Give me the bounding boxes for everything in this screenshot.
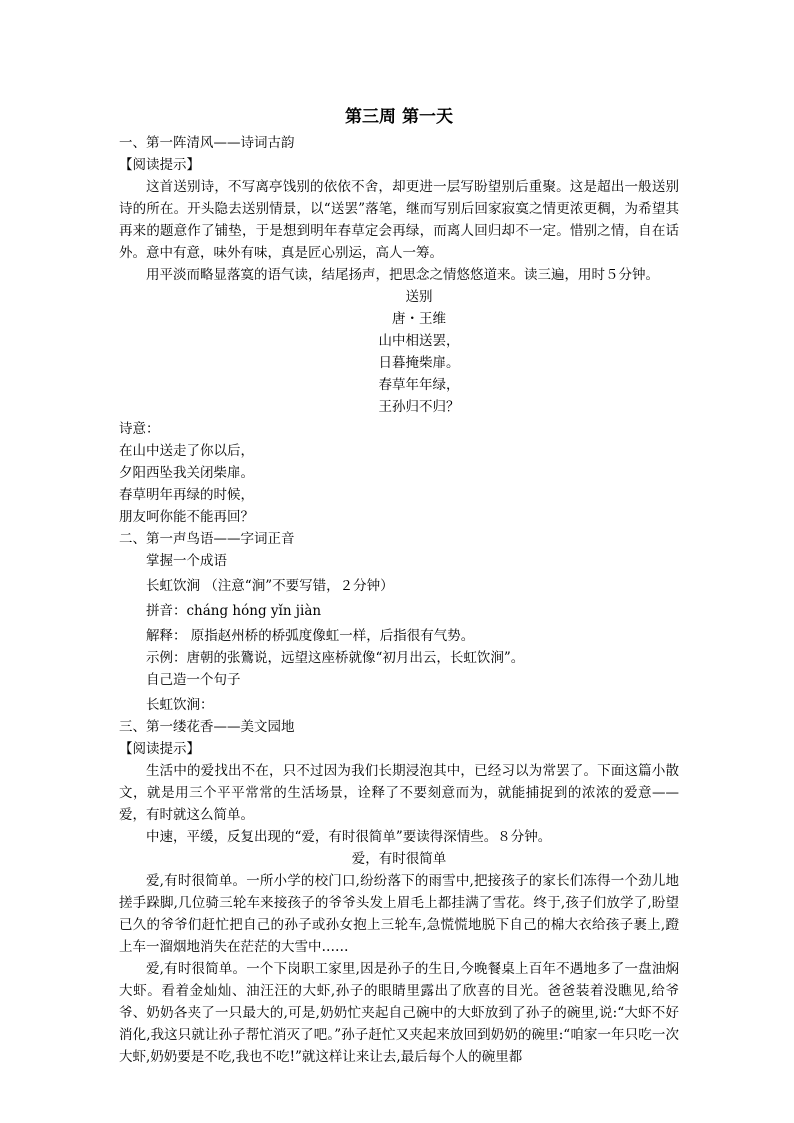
meaning-line: 朋友呵你能不能再回？	[119, 509, 254, 525]
meaning-line: 夕阳西坠我关闭柴扉。	[119, 465, 254, 481]
article-paragraph-1: 爱,有时很简单。一所小学的校门口,纷纷落下的雨雪中,把接孩子的家长们冻得一个劲儿地搓手跺脚,几位骑三轮车来接孩子的爷爷头发上眉毛上都挂满了雪花。终于,孩子们放学了,盼望已久的爷爷们赶忙把自己的孙子或孙女抱上三轮车,急慌慌地脱下自己的棉大衣给孩子裹上,蹬上车一溜烟地消失在茫茫的大雪中……	[119, 873, 679, 955]
section3-tip-paragraph-2: 中速，平缓，反复出现的“爱，有时很简单”要读得深情些。８分钟。	[146, 829, 552, 845]
poem	[119, 286, 679, 418]
idiom-line: 长虹饮涧 （注意“涧”不要写错，２分钟）	[146, 578, 394, 594]
section3-heading: 三、第一缕花香——美文园地	[119, 719, 295, 735]
section1-tip-paragraph-1: 这首送别诗，不写离亭饯别的依依不舍，却更进一层写盼望别后重聚。这是超出一般送别诗的所在。开头隐去送别情景，以“送罢”落笔，继而写别后回家寂寞之情更浓更稠，为希望其再来的题意作了铺垫，于是想到明年春草定会再绿，而离人回归却不一定。惜别之情，自在话外。意中有意，味外有味，真是匠心别运，高人一筹。	[119, 179, 679, 261]
document-page	[119, 104, 679, 1068]
meaning-label: 诗意：	[119, 421, 160, 437]
page-title: 第三周 第一天	[345, 107, 453, 127]
meaning-line: 在山中送走了你以后，	[119, 443, 254, 459]
idiom-example: 示例：唐朝的张鷟说，远望这座桥就像“初月出云，长虹饮涧”。	[146, 650, 525, 666]
poem-line: 日暮掩柴扉。	[378, 355, 460, 371]
idiom-intro: 掌握一个成语	[146, 553, 227, 569]
poem-line: 山中相送罢，	[378, 333, 460, 349]
section2-heading: 二、第一声鸟语——字词正音	[119, 531, 295, 547]
idiom-pinyin: 拼音：cháng hóng yǐn jiàn	[146, 603, 322, 619]
answer-prompt: 长虹饮涧：	[146, 697, 214, 713]
poem-author: 唐・王维	[392, 311, 446, 327]
poem-title: 送别	[405, 289, 433, 305]
make-sentence-prompt: 自己造一个句子	[146, 672, 241, 688]
section1-tip-paragraph-2: 用平淡而略显落寞的语气读，结尾扬声，把思念之情悠悠道来。读三遍，用时５分钟。	[146, 267, 659, 283]
section3-tip-paragraph-1: 生活中的爱找出不在，只不过因为我们长期浸泡其中，已经习以为常罢了。下面这篇小散文，就是用三个平平常常的生活场景，诠释了不要刻意而为，就能捕捉到的浓浓的爱意——爱，有时就这么简单。	[119, 763, 679, 823]
section1-tip-label: 【阅读提示】	[119, 157, 200, 173]
article-paragraph-2: 爱,有时很简单。一个下岗职工家里,因是孙子的生日,今晚餐桌上百年不遇地多了一盘油焖大虾。看着金灿灿、油汪汪的大虾,孙子的眼睛里露出了欣喜的目光。爸爸装着没瞧见,给爷爷、奶奶各夹了一只最大的,可是,奶奶忙夹起自己碗中的大虾放到了孙子的碗里,说:“大虾不好消化,我这只就让孙子帮忙消灭了吧。”孙子赶忙又夹起来放回到奶奶的碗里:“咱家一年只吃一次大虾,奶奶要是不吃,我也不吃!”就这样让来让去,最后每个人的碗里都	[119, 961, 679, 1065]
poem-line: 春草年年绿，	[378, 377, 460, 393]
poem-line: 王孙归不归？	[378, 399, 460, 415]
section3-tip-label: 【阅读提示】	[119, 741, 200, 757]
idiom-explanation: 解释： 原指赵州桥的桥弧度像虹一样，后指很有气势。	[146, 628, 475, 644]
section1-heading: 一、第一阵清风——诗词古韵	[119, 135, 295, 151]
article-title: 爱，有时很简单	[351, 851, 447, 867]
meaning-line: 春草明年再绿的时候，	[119, 487, 254, 503]
